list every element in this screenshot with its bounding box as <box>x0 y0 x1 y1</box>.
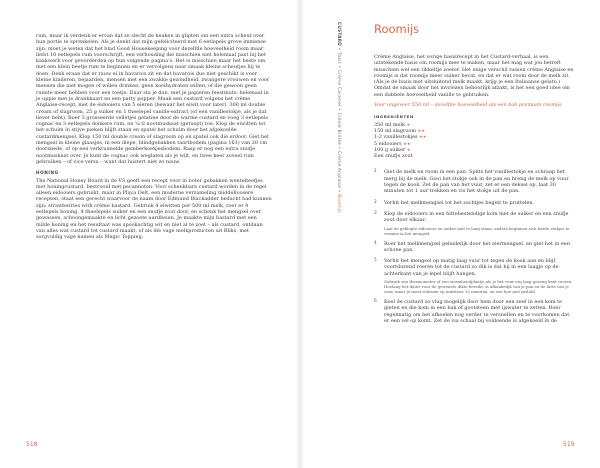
left-text-column <box>36 33 272 246</box>
ingredient-item: 5 eidooiers ★★ <box>374 140 411 147</box>
ingredient-item: 150 ml slagroom ★★ <box>374 127 425 134</box>
right-page <box>300 0 600 468</box>
recipe-title: Roomijs <box>374 22 420 36</box>
chapter-side-tab <box>336 22 344 252</box>
side-tab-item-1: Taart <box>337 52 342 64</box>
recipe-step: 6 Koel de custard zo vlug mogelijk door hem door een zeef in een kom te gieten en die kom in een bak of gootsteen met ijswater te zetten. Roer regelmatig om het afkoelen nog verder te versnellen en te voorkomen dat er een vel op komt. Zet de via schaal bij voldoende is afgekoeld in de <box>374 299 570 324</box>
recipe-step: 4 Roer het melkmengsel geleidelijk door het eiermengsel, en giet het in een schone pan. <box>374 240 570 253</box>
recipe-steps <box>374 169 574 324</box>
ingredient-item: 100 g suiker ★ <box>374 146 411 153</box>
recipe-yield: Voor ongeveer 550 ml – dezelfde hoeveelheid als een bak premium roomijs <box>374 102 562 109</box>
recipe-step: 3 Klop de eidooiers in een hittebestendige kom met de suiker en een snufje zout door elkaar. Laat de geklopte eidooiers en suiker niet te lang staan, anders beginnen zich harde stukjes te vormen in het mengsel. <box>374 211 574 236</box>
side-tab-item-3: Crème Brûlée <box>337 112 342 145</box>
step-note: Gebruik een thermometer of een warmhoudplaatje als je het vuur erg laag gezeng kent roeren. Hoelang het duurt voor de gewenste dikte bereikt, is afhankelijk van je pan en de hitte van je vuur, maar je moet rekenen op minstens 10 minuten, en wie hoe met geduld. <box>384 279 573 295</box>
recipe-step: 1 Giet de melk en room in een pan. Splits het vanillestokje en schraap het merg bij de melk. Gooi het stokje ook in de pan en breng de melk op vuur tegen de kook. Zet de pan van het vuur, zet er een deksel op, laat 30 minuten tot 1 uur trekken en vis het stokje uit de pan. <box>374 169 569 195</box>
step-note: Laat de geklopte eidooiers en suiker niet te lang staan, anders beginnen zich harde stukjes te vormen in het mengsel. <box>384 225 570 236</box>
ingredients-list <box>374 122 574 160</box>
ingredient-item: 350 ml melk ★ <box>374 121 411 128</box>
section-heading-honing: HONING <box>36 170 59 176</box>
ingredient-item: Een snufje zout <box>374 153 413 160</box>
recipe-step: 5 Verhit het mengsel op matig laag vuur tot tegen de kook aan en blijf voortdurend roeren tot de custard zo dik is dat hij in een laagje op de achterkant van je lepel blijft hangen. Gebruik een thermometer of een warmhoudplaatje als je het vuur erg laag gezeng kent roeren. Hoelang het duurt voor de gewenste dikte bereikt, is afhankelijk van je pan en de hitte van je vuur, maar je moet rekenen op minstens 10 minuten, en wie hoe met geduld. <box>374 258 573 295</box>
side-tab-chapter: CUSTARD <box>337 22 342 47</box>
right-text-column <box>374 22 574 329</box>
page-number-right: 519 <box>563 441 575 448</box>
recipe-intro: Crème Anglaise, het vorige basisrecept in het Custard-verhaal, is een uitstekende basis om roomijs mee te maken, maar het mag wat jou betreft misschien wel een tikkeltje zoeter. Het enige verschil tussen crème Anglaise en roomijs is dat roomijs meer suiker bevat, en dat er wat room door de melk zit. (Als je de basis met uitsluitend melk maakt, krijg je een Italiaanse gelato.) Omdat de smaak door het invriezen behoorlijk afzakt, is het een goed idee om een dubbele hoeveelheid vanille te gebruiken. <box>374 54 574 98</box>
honing-paragraph: The National Honey Board in de VS geeft een recept voor in boter gebakken wentelteefjes met honingcustard, bestrooid met pecannoten. Voor schenkbare custard worden in de regel alleen eidooiers gebruikt, maar in Playa Delt, een moderne verzameling middelloosere recepten, staat een gerecht waarvoor de naam door Edmund Blackadder bedacht had kunnen zijn: strawberries with crème bastard. Gebruik 4 eiwitten per 500 ml melk, roer er 4 eetlepels honing, 4 theelepels suiker en een snufje zout door, en schenk het mengsel over gewassen, schoongemaakte en licht gezoete aardbeien. Je maakte mijn bastard met een milde honing en het resultaat was spookachtig wit en niet al te zoet – als custard, ontdaan van alles wat custard tot custard maakt, of als die vage melkproducten uit Bliks, met sorgvuldig vage namen als Magic Topping. <box>36 177 272 241</box>
left-paragraph-1: rum, maar ik verdenk er ervan dat ze slecht de keuken in glipten om een extra scheut over hun portie te sprenkelen. Als je denkt dat mijn gefeliciteerd met 6 eetlepels grove immense zijn, moet je weten dat het blad Good Housekeeping voor dezelfde hoeveelheid room maar liefst 10 eetlepels rum voorschrijft, een verhouding die misschien niet helemaal past bij het kaakwerk voor gevorderden op hun volgende pagina’s. Het is misschien maar het beste om met een klein beetje rum te beginnen en er vervolgens naar smaak kleine scheutjes bij te doen. Denk eraan dat er rauw ei in bavarois zit en dat bavarois dus niet geschikt is voor kleine kinderen, bejaarden, mensen met een zwakke gezondheid, zwangere vrouwen en voor mensen die niet mogen of willen drinken, geen koolhydraten willen, of die gewoon geen ruimte meer hebben voor een toetje. Daar sta je dan, met je papieren feestmuts; helemaal in je uppie met je drankkaart en een party popper. Maak een custard volgens het crème Anglaise-recept, met de eidooiers van 5 eieren (bewaar het eiwit voor later), 300 ml double cream of slagroom, 25 g suiker en 1 theelepel vanille-extract (of een vanillestokje, als je dat liever hebt). Roer 3 grosseerde velletjes gelatine door de warme custard en voeg 3 eetlepels cognac en 3 eetlepels donkere rum, en ¼ tl nootmuskaat (geraspt) toe. Klop de eiwitten tot het schuim in stijve pieken blijft staan en spatel het schuim door het afgekoelde custardmengsel. Klop 150 ml double cream of slagroom op en spatel ook die erdoor. Giet het mengsel in kleine glaasjes, in een diepe, blindgebakken taartbodem (pagina 161) van 20 cm doorsnede, of op een verkruimelde gemberkoekjesbodem. Rasp er nog een extra snufje nootmuskaat over. Je kunt de cognac ook weglaten als je wilt, en twee keer zoveel rum gebruiken – of vice versa – want dat luistert niet zo nauw. <box>36 33 270 165</box>
ingredients-heading: INGREDIËNTEN <box>374 114 414 120</box>
side-tab-text: CUSTARD • Taart • Crème Caramel • Crème Brûlée • Crème Anglaise • Roomijs <box>337 22 342 213</box>
side-tab-current: Roomijs <box>337 194 342 213</box>
page-number-left: 518 <box>26 441 38 448</box>
side-tab-item-4: Crème Anglaise <box>337 151 342 189</box>
recipe-step: 2 Verhit het melkmengsel tot het zachtjes begint te pruttelen. <box>374 199 535 206</box>
ingredient-item: 1-2 vanillestokjes ★★ <box>374 134 427 141</box>
side-tab-item-2: Crème Caramel <box>337 70 342 107</box>
